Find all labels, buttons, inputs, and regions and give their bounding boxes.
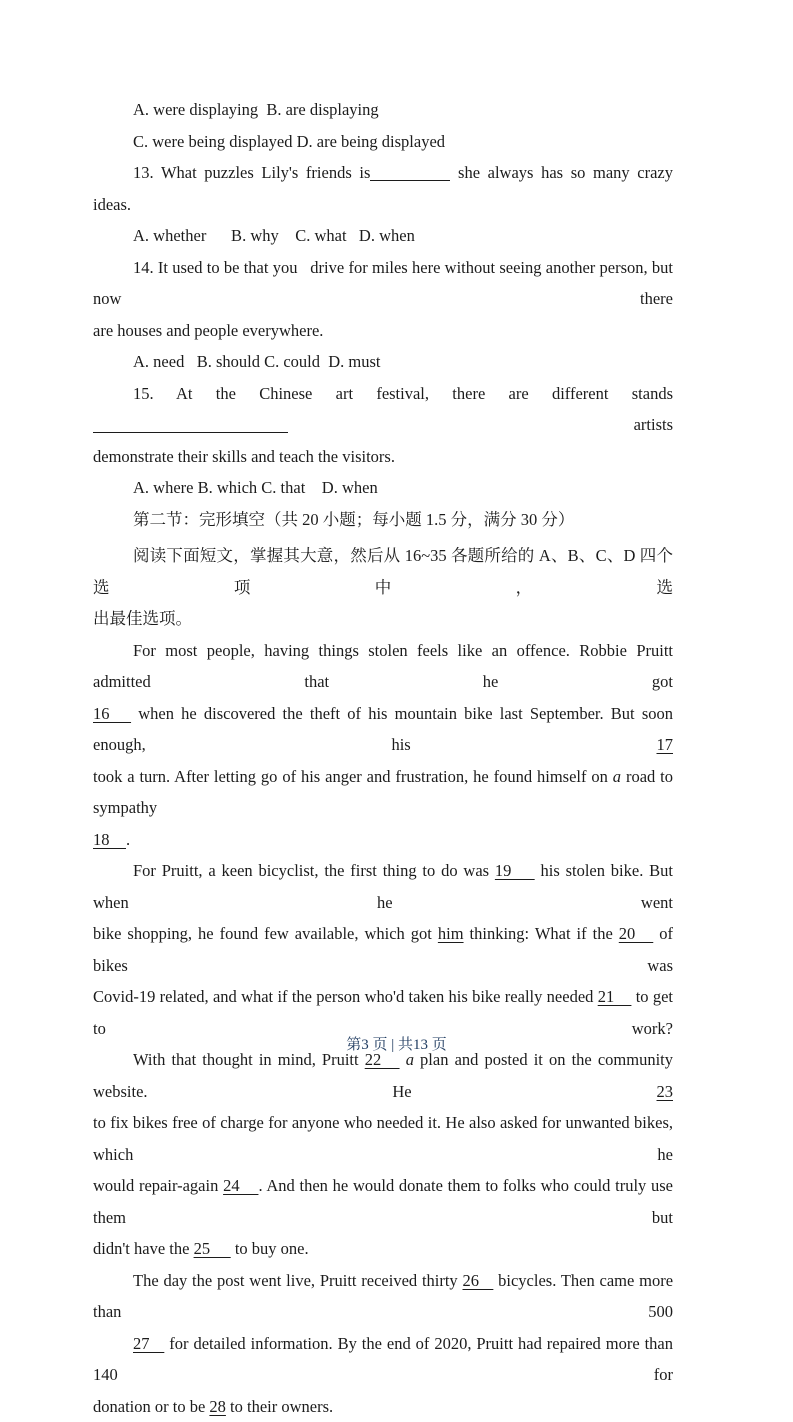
text-segment: to buy one. (231, 1239, 309, 1258)
text-segment: would repair-again (93, 1176, 223, 1195)
document-line-25 (93, 1265, 673, 1328)
text-segment: A. were displaying B. are displaying (133, 100, 379, 119)
text-segment: of bikes was (93, 924, 673, 975)
cloze-blank: 28 (209, 1397, 226, 1416)
text-segment-italic: a (406, 1050, 414, 1069)
cloze-blank: 20 (619, 924, 653, 943)
document-line-8 (93, 378, 673, 441)
document-line-9 (93, 441, 673, 473)
exam-document-body (93, 94, 673, 1422)
document-line-12 (93, 540, 673, 603)
document-line-15 (93, 698, 673, 761)
text-segment: The day the post went live, Pruitt received thirty (133, 1271, 462, 1290)
text-segment: A. need B. should C. could D. must (133, 352, 381, 371)
text-segment: 14. It used to be that you drive for miles here without seeing another person, but now there (93, 258, 673, 309)
document-line-23 (93, 1170, 673, 1233)
text-segment: . (126, 830, 130, 849)
document-line-1 (93, 94, 673, 126)
text-segment: . And then he would donate them to folks who could truly use them but (93, 1176, 673, 1227)
text-segment: Covid-19 related, and what if the person who'd taken his bike really needed (93, 987, 598, 1006)
text-segment: For most people, having things stolen feels like an offence. Robbie Pruitt admitted that he got (93, 641, 673, 692)
document-line-17 (93, 824, 673, 856)
text-segment: With that thought in mind, Pruitt (133, 1050, 365, 1069)
text-segment: 第二节：完形填空（共 20 小题；每小题 1.5 分，满分 30 分） (133, 510, 574, 529)
text-segment: A. whether B. why C. what D. when (133, 226, 415, 245)
document-line-18 (93, 855, 673, 918)
text-segment: 15. At the Chinese art festival, there are different stands (133, 384, 673, 403)
page-number: 第3 页 | 共13 页 (346, 1037, 447, 1053)
text-segment: to their owners. (226, 1397, 333, 1416)
cloze-blank: 17 (657, 735, 674, 754)
text-segment: 出最佳选项。 (93, 609, 192, 628)
cloze-blank: 23 (657, 1082, 674, 1101)
cloze-blank: 19 (495, 861, 535, 880)
document-line-10 (93, 472, 673, 504)
text-segment: 阅读下面短文，掌握其大意，然后从 16~35 各题所给的 A、B、C、D 四个选项中，选 (93, 546, 673, 597)
document-line-11 (93, 504, 673, 536)
text-segment: are houses and people everywhere. (93, 321, 323, 340)
text-segment: took a turn. After letting go of his anger and frustration, he found himself on (93, 767, 613, 786)
document-line-7 (93, 346, 673, 378)
text-segment: A. where B. which C. that D. when (133, 478, 378, 497)
document-line-14 (93, 635, 673, 698)
text-segment: when he discovered the theft of his mountain bike last September. But soon enough, his (93, 704, 673, 755)
text-segment: didn't have the (93, 1239, 194, 1258)
document-line-4 (93, 220, 673, 252)
text-segment: his stolen bike. But when he went (93, 861, 673, 912)
blank-underline (370, 164, 450, 182)
document-line-6 (93, 315, 673, 347)
document-line-13 (93, 603, 673, 635)
text-segment: plan and posted it on the community website. He (93, 1050, 673, 1101)
text-segment: For Pruitt, a keen bicyclist, the first thing to do was (133, 861, 495, 880)
document-line-2 (93, 126, 673, 158)
text-segment: 13. What puzzles Lily's friends is (133, 163, 370, 182)
text-segment: road to sympathy (93, 767, 673, 818)
text-segment: C. were being displayed D. are being displayed (133, 132, 445, 151)
cloze-blank: 21 (598, 987, 632, 1006)
text-segment: to get to work? (93, 987, 673, 1038)
text-segment: artists (288, 415, 673, 434)
text-segment: to fix bikes free of charge for anyone who needed it. He also asked for unwanted bikes, which he (93, 1113, 673, 1164)
document-line-26 (93, 1328, 673, 1391)
page-footer (0, 1034, 793, 1056)
cloze-blank: 22 (365, 1050, 400, 1069)
document-line-3 (93, 157, 673, 220)
text-segment: donation or to be (93, 1397, 209, 1416)
text-segment: thinking: What if the (464, 924, 619, 943)
text-segment-italic: a (613, 767, 621, 786)
document-line-5 (93, 252, 673, 315)
blank-underline (93, 416, 288, 434)
text-segment: for detailed information. By the end of 2020, Pruitt had repaired more than 140 for (93, 1334, 673, 1385)
cloze-blank: 26 (462, 1271, 493, 1290)
document-line-27 (93, 1391, 673, 1422)
document-line-19 (93, 918, 673, 981)
text-segment: bicycles. Then came more than 500 (93, 1271, 673, 1322)
cloze-blank: him (438, 924, 464, 943)
text-segment: she always has so many crazy ideas. (93, 163, 673, 214)
cloze-blank: 25 (194, 1239, 231, 1258)
text-segment: demonstrate their skills and teach the visitors. (93, 447, 395, 466)
document-line-24 (93, 1233, 673, 1265)
cloze-blank: 27 (133, 1334, 164, 1353)
cloze-blank: 18 (93, 830, 126, 849)
cloze-blank: 24 (223, 1176, 258, 1195)
text-segment: bike shopping, he found few available, which got (93, 924, 438, 943)
document-line-16 (93, 761, 673, 824)
cloze-blank: 16 (93, 704, 131, 723)
document-line-22 (93, 1107, 673, 1170)
